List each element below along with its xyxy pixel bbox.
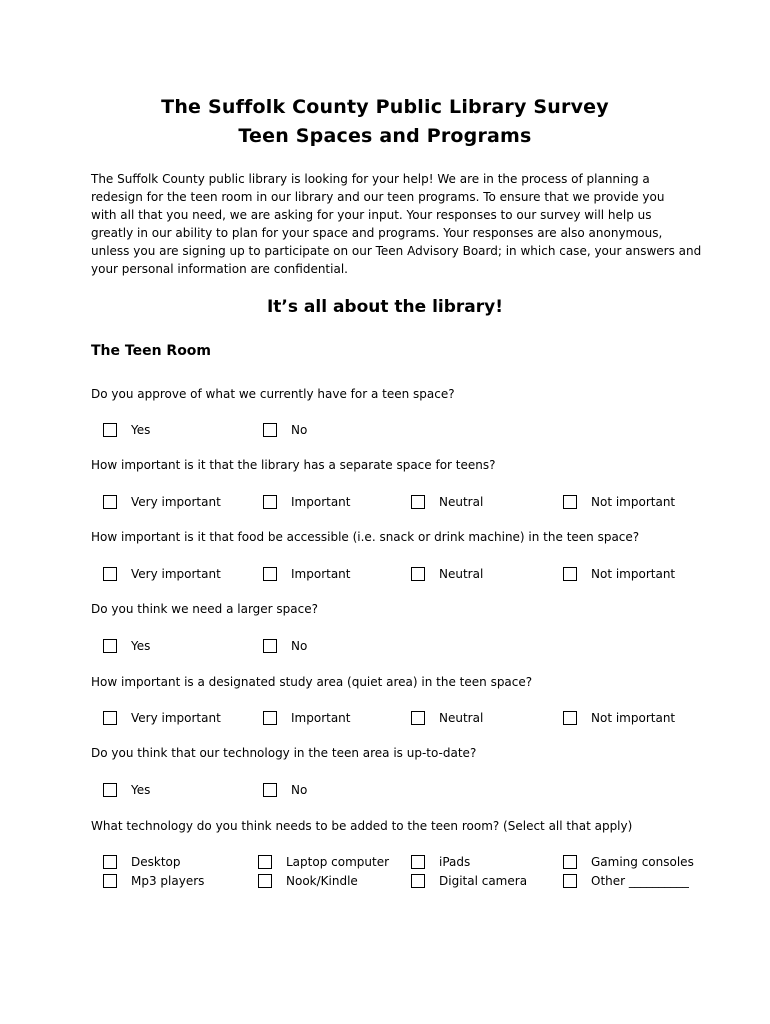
option-desktop[interactable] [103, 853, 181, 871]
checkbox[interactable] [563, 567, 577, 581]
checkbox[interactable] [411, 711, 425, 725]
option-other[interactable] [563, 872, 689, 890]
option-yes[interactable] [103, 781, 150, 799]
option-label: Yes [131, 423, 151, 437]
survey-title: The Suffolk County Public Library Survey [161, 96, 609, 118]
option-label: Neutral [439, 711, 484, 725]
checkbox[interactable] [103, 639, 117, 653]
option-label: No [291, 783, 308, 797]
checkbox[interactable] [103, 711, 117, 725]
checkbox[interactable] [103, 567, 117, 581]
option-label: Important [291, 495, 351, 509]
option-very-important[interactable] [103, 493, 221, 511]
question-larger-space: Do you think we need a larger space? [91, 602, 318, 616]
option-important[interactable] [263, 565, 351, 583]
option-label: Very important [131, 567, 221, 581]
checkbox[interactable] [103, 855, 117, 869]
checkbox[interactable] [411, 855, 425, 869]
intro-line: with all that you need, we are asking for your input. Your responses to our survey will help us [91, 208, 652, 222]
option-label: Mp3 players [131, 874, 205, 888]
option-important[interactable] [263, 493, 351, 511]
intro-line: unless you are signing up to participate on our Teen Advisory Board; in which case, your answers and [91, 244, 702, 258]
checkbox[interactable] [258, 874, 272, 888]
option-label: Neutral [439, 567, 484, 581]
intro-line: The Suffolk County public library is looking for your help! We are in the process of planning a [91, 172, 650, 186]
question-technology-up-to-date: Do you think that our technology in the teen area is up-to-date? [91, 746, 477, 760]
option-label: Very important [131, 495, 221, 509]
option-not-important[interactable] [563, 709, 675, 727]
option-label: Digital camera [439, 874, 528, 888]
checkbox[interactable] [258, 855, 272, 869]
option-yes[interactable] [103, 421, 150, 439]
option-laptop-computer[interactable] [258, 853, 389, 871]
checkbox[interactable] [263, 639, 277, 653]
option-label: Very important [131, 711, 221, 725]
option-very-important[interactable] [103, 565, 221, 583]
option-label: Other __________ [591, 874, 689, 888]
option-label: Laptop computer [286, 855, 390, 869]
checkbox[interactable] [563, 855, 577, 869]
question-approve-space: Do you approve of what we currently have for a teen space? [91, 387, 455, 401]
checkbox[interactable] [263, 567, 277, 581]
intro-line: greatly in our ability to plan for your space and programs. Your responses are also anonymous, [91, 226, 663, 240]
option-label: Not important [591, 567, 676, 581]
checkbox[interactable] [411, 495, 425, 509]
checkbox[interactable] [263, 495, 277, 509]
option-no[interactable] [263, 637, 307, 655]
option-label: No [291, 423, 308, 437]
option-label: Not important [591, 495, 676, 509]
checkbox[interactable] [563, 711, 577, 725]
checkbox[interactable] [103, 423, 117, 437]
option-label: No [291, 639, 308, 653]
question-separate-space: How important is it that the library has a separate space for teens? [91, 458, 496, 472]
option-label: Important [291, 567, 351, 581]
option-mp3-players[interactable] [103, 872, 204, 890]
option-label: Not important [591, 711, 676, 725]
checkbox[interactable] [263, 423, 277, 437]
option-ipads[interactable] [411, 853, 470, 871]
option-label: Important [291, 711, 351, 725]
section-heading: It’s all about the library! [266, 297, 504, 317]
option-very-important[interactable] [103, 709, 221, 727]
option-label: Desktop [131, 855, 181, 869]
checkbox[interactable] [263, 711, 277, 725]
checkbox[interactable] [563, 874, 577, 888]
question-study-area: How important is a designated study area (quiet area) in the teen space? [91, 675, 533, 689]
option-yes[interactable] [103, 637, 150, 655]
checkbox[interactable] [103, 874, 117, 888]
checkbox[interactable] [411, 567, 425, 581]
checkbox[interactable] [263, 783, 277, 797]
option-not-important[interactable] [563, 493, 675, 511]
option-no[interactable] [263, 781, 307, 799]
survey-subtitle: Teen Spaces and Programs [238, 125, 532, 147]
checkbox[interactable] [411, 874, 425, 888]
option-label: Yes [131, 783, 151, 797]
option-neutral[interactable] [411, 565, 483, 583]
option-label: Neutral [439, 495, 484, 509]
option-nook-kindle[interactable] [258, 872, 358, 890]
option-important[interactable] [263, 709, 351, 727]
option-neutral[interactable] [411, 709, 483, 727]
checkbox[interactable] [103, 783, 117, 797]
intro-line: redesign for the teen room in our library and our teen programs. To ensure that we provide you [91, 190, 665, 204]
intro-paragraph [91, 170, 702, 278]
intro-line: your personal information are confidential. [91, 262, 348, 276]
checkbox[interactable] [563, 495, 577, 509]
option-label: Yes [131, 639, 151, 653]
option-label: Gaming consoles [591, 855, 694, 869]
option-label: iPads [439, 855, 471, 869]
option-neutral[interactable] [411, 493, 483, 511]
option-digital-camera[interactable] [411, 872, 527, 890]
question-food-access: How important is it that food be accessible (i.e. snack or drink machine) in the teen space? [91, 530, 640, 544]
option-not-important[interactable] [563, 565, 675, 583]
option-label: Nook/Kindle [286, 874, 358, 888]
option-no[interactable] [263, 421, 307, 439]
teen-room-heading: The Teen Room [91, 343, 212, 359]
question-technology-to-add: What technology do you think needs to be added to the teen room? (Select all that apply) [91, 819, 633, 833]
option-gaming-consoles[interactable] [563, 853, 694, 871]
checkbox[interactable] [103, 495, 117, 509]
